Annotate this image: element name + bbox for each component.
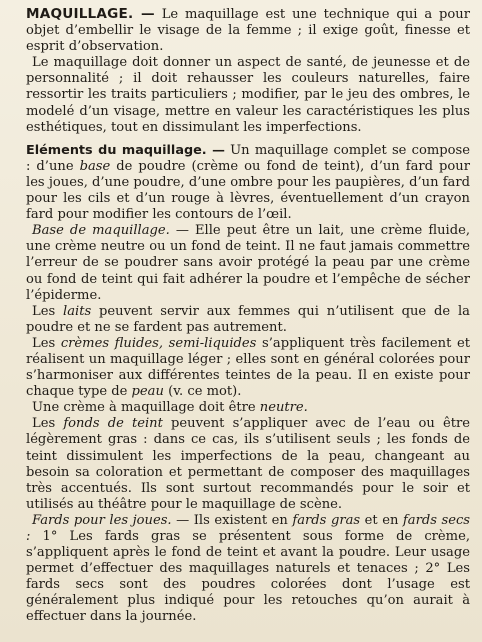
cremes-italic-peau: peau (131, 384, 164, 400)
fards-text-2: et en (360, 512, 403, 528)
entry-heading: MAQUILLAGE. — (26, 6, 155, 22)
fonds-text-1: Les (32, 416, 64, 432)
paragraph-neutre (26, 400, 470, 416)
section-heading: Eléments du maquillage. — (26, 142, 225, 158)
base-text: — Elle peut être un lait, une crème fluide, une crème neutre ou un fond de teint. Il ne faut jamais commettre l’erreur de se poudrer sans avoir protégé la peau par une crème ou fond de teint qui fait adhérer la poudre et l’empêche de sécher l’épiderme. (26, 223, 470, 303)
fards-text-1: — Ils existent en (171, 512, 293, 528)
elements-text-2: de poudre (crème ou fond de teint), d’un fard pour les joues, d’une poudre, d’une ombre pour les paupières, d’un fard pour les cils et d’un rouge à lèvres, éventuellement d’un crayon fard pour modifier les contours de l’œil. (26, 158, 470, 223)
fards-text-3: 1° Les fards gras se présentent sous forme de crème, s’appliquent après le fond de teint et avant la poudre. Leur usage permet d’effectuer des maquillages naturels et tenaces ; 2° Les fards secs sont des poudres colorées dont l’usage est généralement plus indiqué pour les retouches qu’on aurait à effectuer dans la journée. (26, 529, 470, 625)
elements-italic-base: base (79, 158, 111, 174)
fonds-text-2: peuvent s’appliquer avec de l’eau ou être légèrement gras : dans ce cas, ils s’utilisent seuls ; les fonds de teint dissimulent les imperfections de la peau, changeant au besoin sa coloration et permettant de composer des maquillages très accentués. Ils sont surtout recommandés pour le soir et utilisés au théâtre pour le maquillage de scène. (26, 416, 471, 512)
cremes-italic: crèmes fluides, semi-liquides (60, 335, 257, 351)
laits-italic: laits (63, 303, 92, 319)
paragraph-laits (26, 304, 470, 336)
fards-italic-gras: fards gras (292, 512, 361, 528)
section-gap (26, 136, 470, 143)
neutre-italic: neutre. (259, 400, 308, 416)
cremes-text-1: Les (32, 335, 61, 351)
neutre-text-1: Une crème à maquillage doit être (32, 400, 260, 416)
paragraph-fonds (26, 416, 470, 513)
fards-heading: Fards pour les joues. (32, 512, 172, 528)
paragraph-aspect (26, 55, 470, 135)
laits-text-1: Les (32, 303, 64, 319)
paragraph-cremes (26, 336, 470, 400)
cremes-text-3: (v. ce mot). (163, 384, 242, 400)
paragraph-aspect-text: Le maquillage doit donner un aspect de santé, de jeunesse et de personnalité ; il doit rehausser les couleurs naturelles, faire ressortir les traits particuliers ; modifier, par le jeu des ombres, le modelé d’un visage, mettre en valeur les caractéristiques les plus esthétiques, tout en dissimulant les imperfections. (26, 55, 470, 135)
cremes-text-2: s’appliquent très facilement et réalisent un maquillage léger ; elles sont en général colorées pour s’harmoniser aux différentes teintes de la peau. Il en existe pour chaque type de (26, 335, 471, 400)
paragraph-base (26, 223, 470, 303)
paragraph-fards (26, 513, 470, 626)
fonds-italic: fonds de teint (63, 416, 163, 432)
fards-italic-secs: fards secs : (26, 512, 470, 544)
base-heading: Base de maquillage. (32, 223, 170, 239)
laits-text-2: peuvent servir aux femmes qui n’utilisent que de la poudre et ne se fardent pas autrement. (26, 303, 470, 335)
section-elements (26, 143, 470, 223)
elements-text-1: Un maquillage complet se compose : d’une (26, 142, 470, 174)
entry-maquillage (26, 6, 470, 55)
entry-intro-text: Le maquillage est une technique qui a pour objet d’embellir le visage de la femme ; il exige goût, finesse et esprit d’observation. (26, 7, 470, 55)
